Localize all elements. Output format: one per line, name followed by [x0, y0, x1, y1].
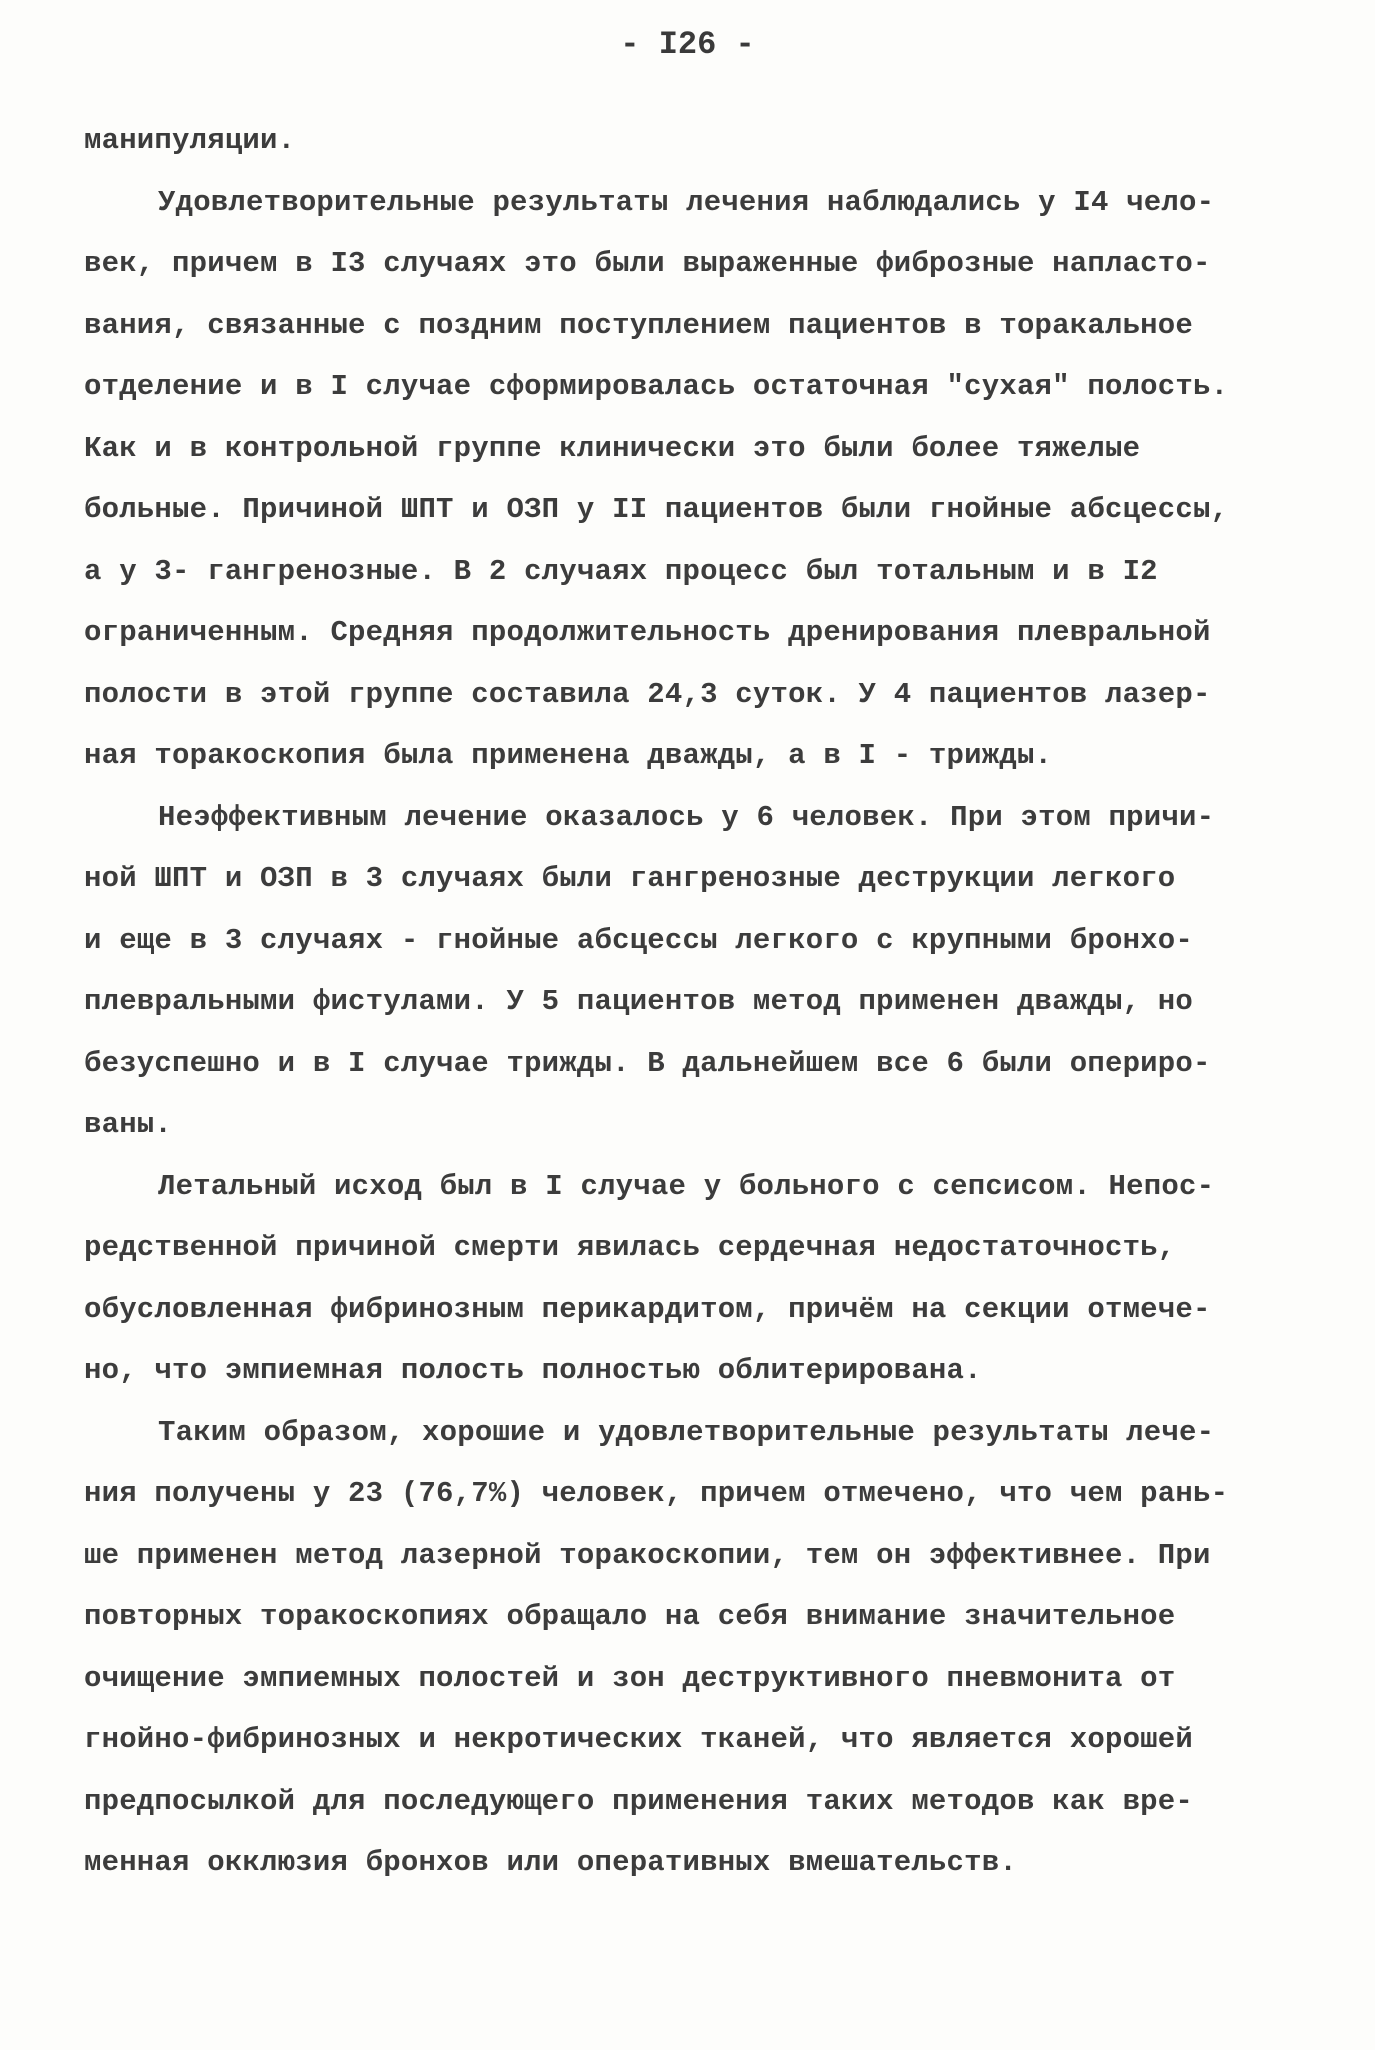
text-line: плевральными фистулами. У 5 пациентов метод применен дважды, но — [84, 985, 1193, 1018]
paragraph-first-line: Удовлетворительные результаты лечения наблюдались у I4 чело- — [158, 185, 1215, 219]
text-line: отделение и в I случае сформировалась остаточная "сухая" полость. — [84, 370, 1229, 403]
text-line: больные. Причиной ШПТ и ОЗП у II пациентов были гнойные абсцессы, — [84, 493, 1229, 526]
text-line: безуспешно и в I случае трижды. В дальнейшем все 6 были опериро- — [84, 1046, 1211, 1080]
text-line: менная окклюзия бронхов или оперативных вмешательств. — [84, 1846, 1017, 1879]
text-line: ная торакоскопия была применена дважды, а в I - трижды. — [84, 739, 1053, 772]
page-number: - I26 - — [620, 26, 755, 63]
paragraph-first-line: Таким образом, хорошие и удовлетворительные результаты лече- — [158, 1415, 1215, 1449]
paragraph-first-line: Неэффективным лечение оказалось у 6 человек. При этом причи- — [158, 800, 1215, 834]
text-line: ше применен метод лазерной торакоскопии, тем он эффективнее. При — [84, 1538, 1211, 1572]
text-line: редственной причиной смерти явилась сердечная недостаточность, — [84, 1231, 1176, 1264]
text-line: и еще в 3 случаях - гнойные абсцессы легкого с крупными бронхо- — [84, 923, 1193, 957]
text-line: очищение эмпиемных полостей и зон деструктивного пневмонита от — [84, 1661, 1176, 1695]
text-line: полости в этой группе составила 24,3 суток. У 4 пациентов лазер- — [84, 677, 1211, 711]
text-line: но, что эмпиемная полость полностью облитерирована. — [84, 1354, 982, 1387]
text-line: манипуляции. — [84, 124, 296, 157]
text-line: ния получены у 23 (76,7%) человек, причем отмечено, что чем рань- — [84, 1477, 1229, 1510]
text-line: ваны. — [84, 1108, 173, 1141]
body-text — [84, 110, 1304, 1894]
text-line: а у 3- гангренозные. В 2 случаях процесс был тотальным и в I2 — [84, 554, 1158, 588]
text-line: обусловленная фибринозным перикардитом, причём на секции отмече- — [84, 1292, 1211, 1326]
text-line: ограниченным. Средняя продолжительность дренирования плевральной — [84, 616, 1211, 649]
text-line: повторных торакоскопиях обращало на себя внимание значительное — [84, 1600, 1176, 1633]
text-line: ной ШПТ и ОЗП в 3 случаях были гангренозные деструкции легкого — [84, 862, 1176, 895]
text-line: Как и в контрольной группе клинически это были более тяжелые — [84, 431, 1141, 465]
text-line: предпосылкой для последующего применения таких методов как вре- — [84, 1784, 1193, 1818]
paragraph-first-line: Летальный исход был в I случае у больного с сепсисом. Непос- — [158, 1169, 1215, 1203]
text-line: вания, связанные с поздним поступлением пациентов в торакальное — [84, 308, 1193, 342]
text-line: гнойно-фибринозных и некротических тканей, что является хорошей — [84, 1723, 1193, 1756]
text-line: век, причем в I3 случаях это были выраженные фиброзные напласто- — [84, 247, 1211, 280]
